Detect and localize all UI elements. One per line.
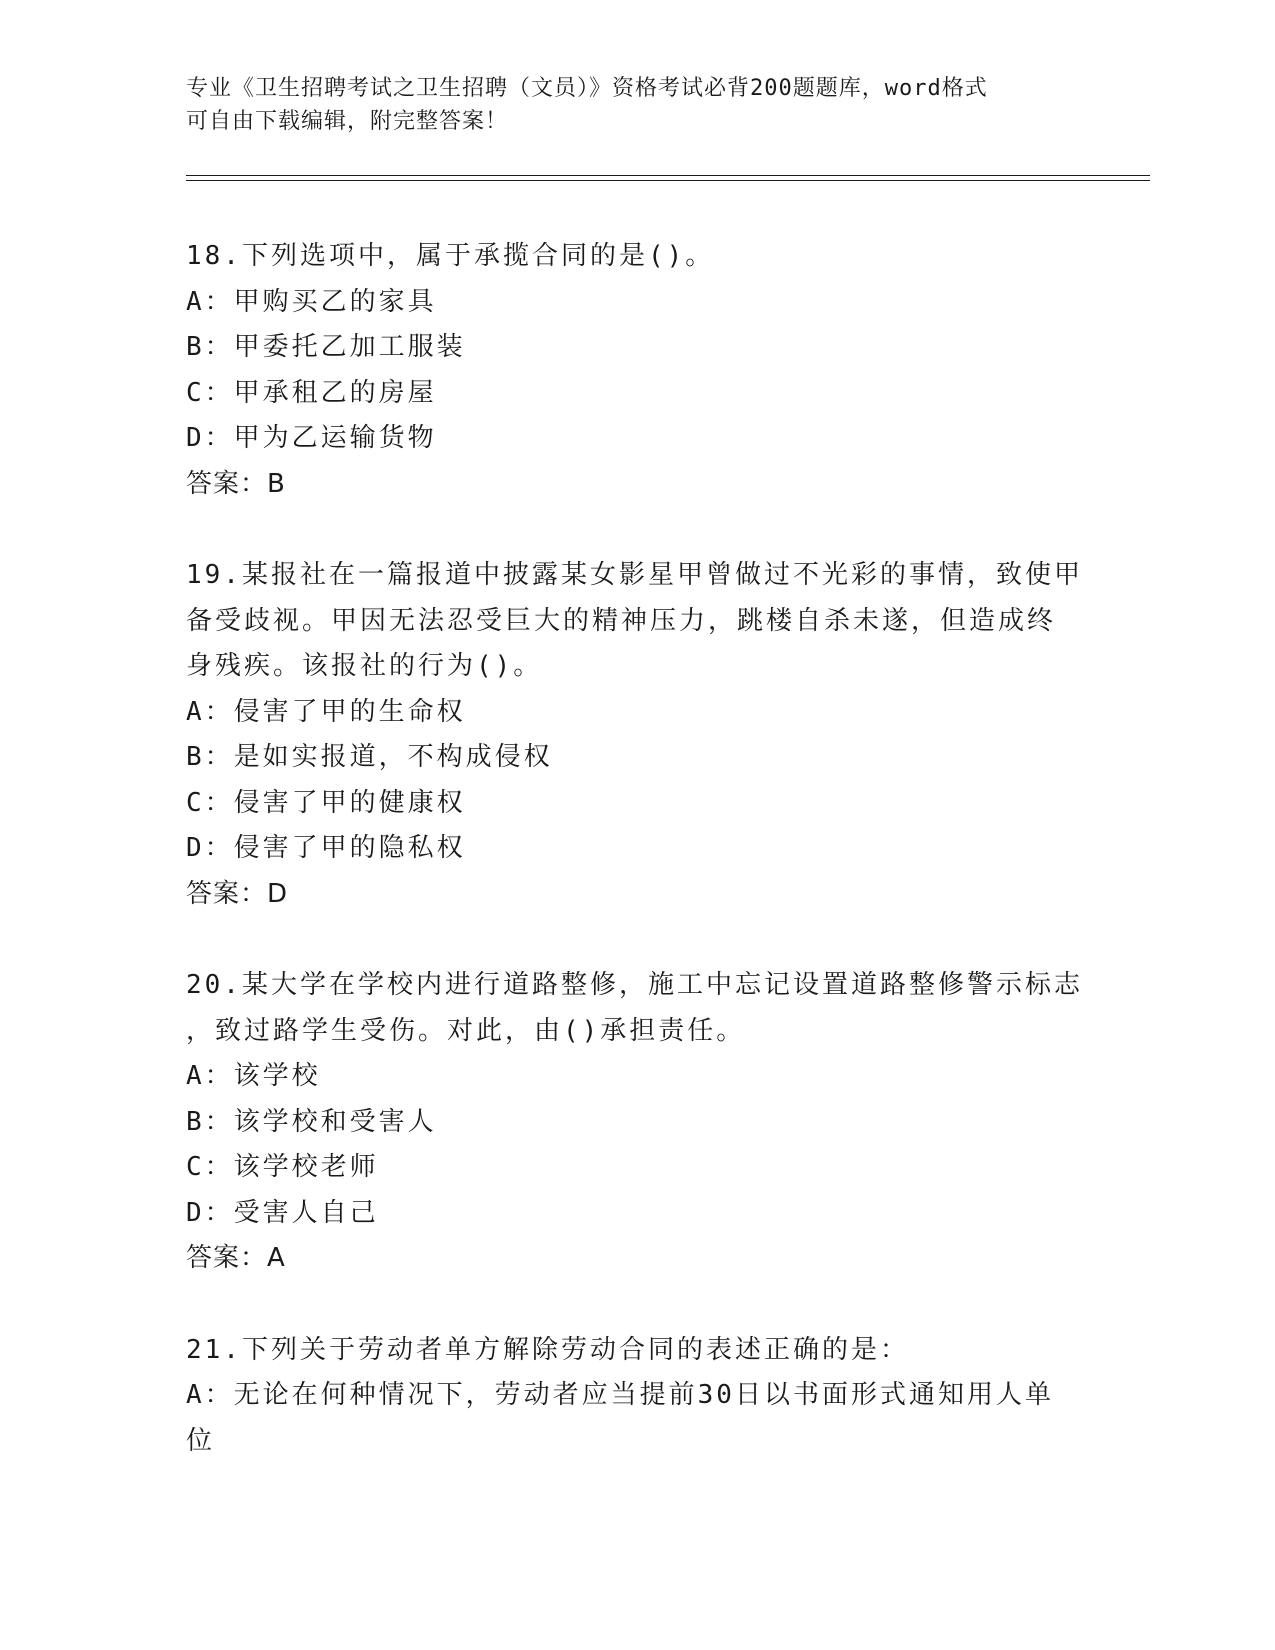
question-spacer xyxy=(186,917,1086,963)
header-line-2: 可自由下载编辑，附完整答案！ xyxy=(186,109,509,134)
question-stem: 21.下列关于劳动者单方解除劳动合同的表述正确的是： xyxy=(186,1334,909,1365)
answer-label: 答案：B xyxy=(186,468,286,499)
question-stem: 18.下列选项中，属于承揽合同的是()。 xyxy=(186,241,715,271)
question-20 xyxy=(186,963,1086,1282)
option-a: A：无论在何种情况下，劳动者应当提前30日以书面形式通知用人单 xyxy=(186,1380,1054,1410)
question-stem: ，致过路学生受伤。对此，由()承担责任。 xyxy=(186,1015,746,1046)
question-18 xyxy=(186,234,1086,507)
option-b: B：是如实报道，不构成侵权 xyxy=(186,742,553,772)
question-spacer xyxy=(186,507,1086,553)
question-21 xyxy=(186,1328,1086,1465)
option-b: B：该学校和受害人 xyxy=(186,1106,437,1137)
question-stem: 身残疾。该报社的行为()。 xyxy=(186,651,543,681)
option-a: A：侵害了甲的生命权 xyxy=(186,696,466,727)
header-divider-top xyxy=(186,175,1150,176)
header-divider-bottom xyxy=(186,180,1150,181)
option-c: C：甲承租乙的房屋 xyxy=(186,377,437,408)
answer-label: 答案：A xyxy=(186,1243,286,1273)
question-19 xyxy=(186,553,1086,917)
option-d: D：侵害了甲的隐私权 xyxy=(186,833,466,863)
question-stem: 备受歧视。甲因无法忍受巨大的精神压力，跳楼自杀未遂，但造成终 xyxy=(186,605,1057,636)
question-stem: 19.某报社在一篇报道中披露某女影星甲曾做过不光彩的事情，致使甲 xyxy=(186,560,1083,590)
option-c: C：侵害了甲的健康权 xyxy=(186,787,466,818)
option-a-continuation: 位 xyxy=(186,1425,216,1456)
option-a: A：甲购买乙的家具 xyxy=(186,286,437,317)
header-line-1: 专业《卫生招聘考试之卫生招聘（文员）》资格考试必背200题题库，word格式 xyxy=(186,76,988,101)
question-list xyxy=(186,234,1086,1464)
option-a: A：该学校 xyxy=(186,1061,321,1091)
question-spacer xyxy=(186,1282,1086,1328)
answer-label: 答案：D xyxy=(186,878,289,909)
option-d: D：受害人自己 xyxy=(186,1197,379,1228)
option-d: D：甲为乙运输货物 xyxy=(186,423,437,453)
document-header xyxy=(186,72,1066,138)
option-c: C：该学校老师 xyxy=(186,1152,379,1182)
option-b: B：甲委托乙加工服装 xyxy=(186,332,466,362)
question-stem: 20.某大学在学校内进行道路整修，施工中忘记设置道路整修警示标志 xyxy=(186,970,1083,1000)
